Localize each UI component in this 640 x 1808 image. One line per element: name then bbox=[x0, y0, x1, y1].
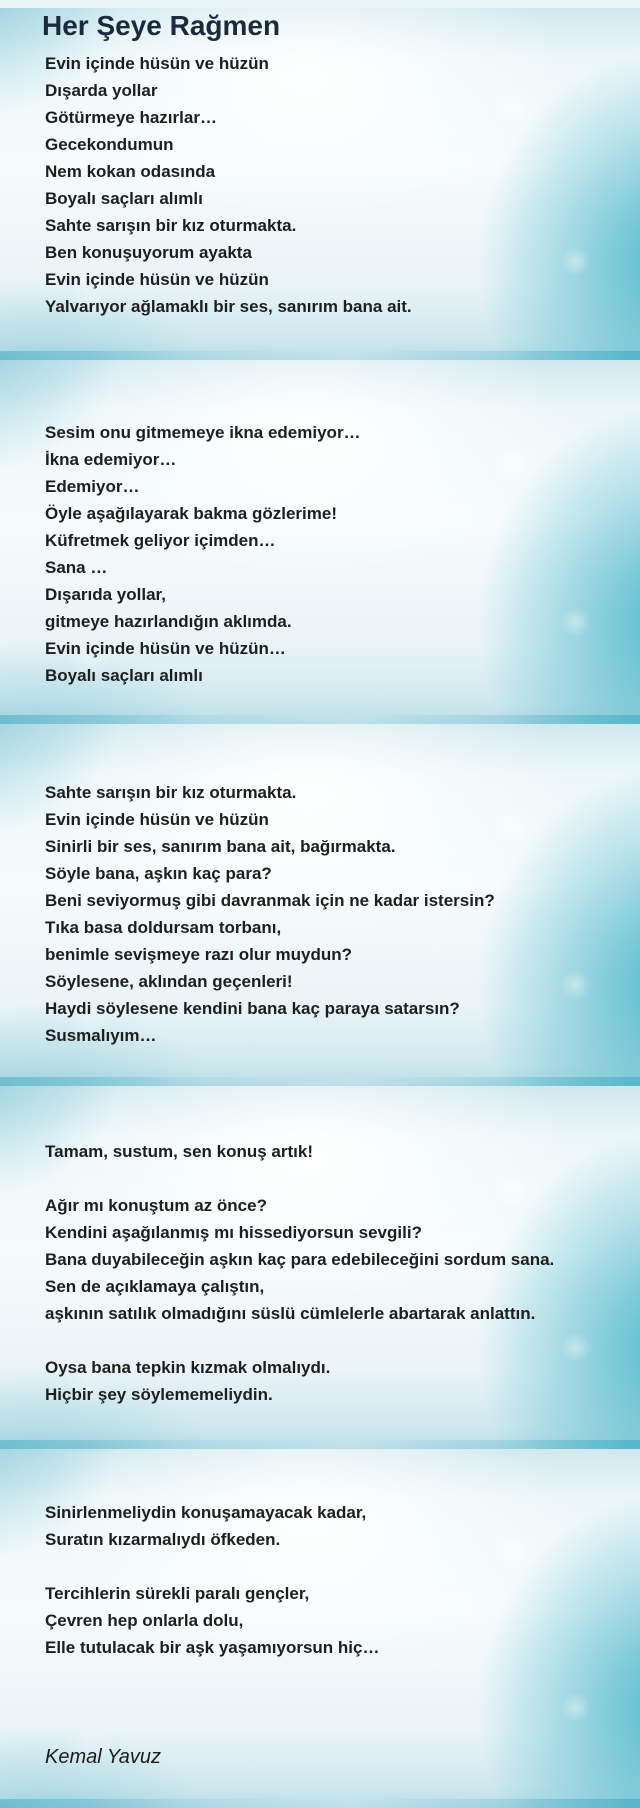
poem-line: Tercihlerin sürekli paralı gençler, bbox=[45, 1584, 310, 1603]
poem-title: Her Şeye Rağmen bbox=[42, 10, 281, 41]
poem-line: Beni seviyormuş gibi davranmak için ne kadar istersin? bbox=[45, 891, 495, 910]
poem-line: Evin içinde hüsün ve hüzün bbox=[45, 810, 269, 829]
poem-line: Ağır mı konuştum az önce? bbox=[45, 1196, 267, 1215]
poem-line: Sahte sarışın bir kız oturmakta. bbox=[45, 216, 297, 235]
background-tile bbox=[0, 724, 640, 1086]
poem-line: Kendini aşağılanmış mı hissediyorsun sevgili? bbox=[45, 1223, 422, 1242]
poem-line bbox=[45, 1553, 640, 1580]
background-tile bbox=[0, 360, 640, 724]
poem-line: Oysa bana tepkin kızmak olmalıydı. bbox=[45, 1358, 331, 1377]
poem-line: Söylesene, aklından geçenleri! bbox=[45, 972, 293, 991]
poem-line: Sinirli bir ses, sanırım bana ait, bağırmakta. bbox=[45, 837, 396, 856]
background-tile bbox=[0, 8, 640, 360]
poem-line: Dışarda yollar bbox=[45, 81, 158, 100]
poem-line: Sahte sarışın bir kız oturmakta. bbox=[45, 783, 297, 802]
poem-line: Evin içinde hüsün ve hüzün… bbox=[45, 639, 286, 658]
poem-line: Haydi söylesene kendini bana kaç paraya satarsın? bbox=[45, 999, 460, 1018]
poem-line: Nem kokan odasında bbox=[45, 162, 216, 181]
poem-author: Kemal Yavuz bbox=[45, 1746, 161, 1768]
poem-line: Öyle aşağılayarak bakma gözlerime! bbox=[45, 504, 337, 523]
poem-line: Susmalıyım… bbox=[45, 1026, 157, 1045]
poem-page bbox=[0, 8, 640, 1808]
poem-line: Sinirlenmeliydin konuşamayacak kadar, bbox=[45, 1503, 367, 1522]
poem-line: Gecekondumun bbox=[45, 135, 174, 154]
poem-line: Bana duyabileceğin aşkın kaç para edebileceğini sordum sana. bbox=[45, 1250, 555, 1269]
poem-line: Sana … bbox=[45, 558, 108, 577]
poem-line: Sen de açıklamaya çalıştın, bbox=[45, 1277, 265, 1296]
poem-stanza bbox=[0, 724, 640, 1049]
poem-line: aşkının satılık olmadığını süslü cümlelerle abartarak anlattın. bbox=[45, 1304, 536, 1323]
poem-line bbox=[45, 1327, 640, 1354]
poem-line: Çevren hep onlarla dolu, bbox=[45, 1611, 244, 1630]
poem-line: Yalvarıyor ağlamaklı bir ses, sanırım bana ait. bbox=[45, 297, 412, 316]
poem-line: Tıka basa doldursam torbanı, bbox=[45, 918, 282, 937]
poem-line: Götürmeye hazırlar… bbox=[45, 108, 217, 127]
poem-line: Edemiyor… bbox=[45, 477, 140, 496]
poem-stanza bbox=[0, 44, 640, 320]
poem-stanza bbox=[0, 1449, 640, 1661]
poem-line: Söyle bana, aşkın kaç para? bbox=[45, 864, 272, 883]
poem-line: Sesim onu gitmemeye ikna edemiyor… bbox=[45, 423, 361, 442]
poem-line: Evin içinde hüsün ve hüzün bbox=[45, 270, 269, 289]
poem-stanza bbox=[0, 1086, 640, 1408]
poem-line: Ben konuşuyorum ayakta bbox=[45, 243, 252, 262]
poem-line: Boyalı saçları alımlı bbox=[45, 189, 203, 208]
poem-line: Elle tutulacak bir aşk yaşamıyorsun hiç… bbox=[45, 1638, 380, 1657]
poem-line: Evin içinde hüsün ve hüzün bbox=[45, 54, 269, 73]
poem-line bbox=[45, 1165, 640, 1192]
poem-line: Suratın kızarmalıydı öfkeden. bbox=[45, 1530, 281, 1549]
poem-line: Küfretmek geliyor içimden… bbox=[45, 531, 276, 550]
background-tile bbox=[0, 1086, 640, 1449]
poem-line: Tamam, sustum, sen konuş artık! bbox=[45, 1142, 313, 1161]
poem-stanza bbox=[0, 360, 640, 689]
background-tile bbox=[0, 1449, 640, 1808]
poem-line: Dışarıda yollar, bbox=[45, 585, 166, 604]
poem-line: Hiçbir şey söylememeliydin. bbox=[45, 1385, 273, 1404]
poem-line: İkna edemiyor… bbox=[45, 450, 177, 469]
poem-line: Boyalı saçları alımlı bbox=[45, 666, 203, 685]
poem-line: gitmeye hazırlandığın aklımda. bbox=[45, 612, 292, 631]
poem-line: benimle sevişmeye razı olur muydun? bbox=[45, 945, 353, 964]
